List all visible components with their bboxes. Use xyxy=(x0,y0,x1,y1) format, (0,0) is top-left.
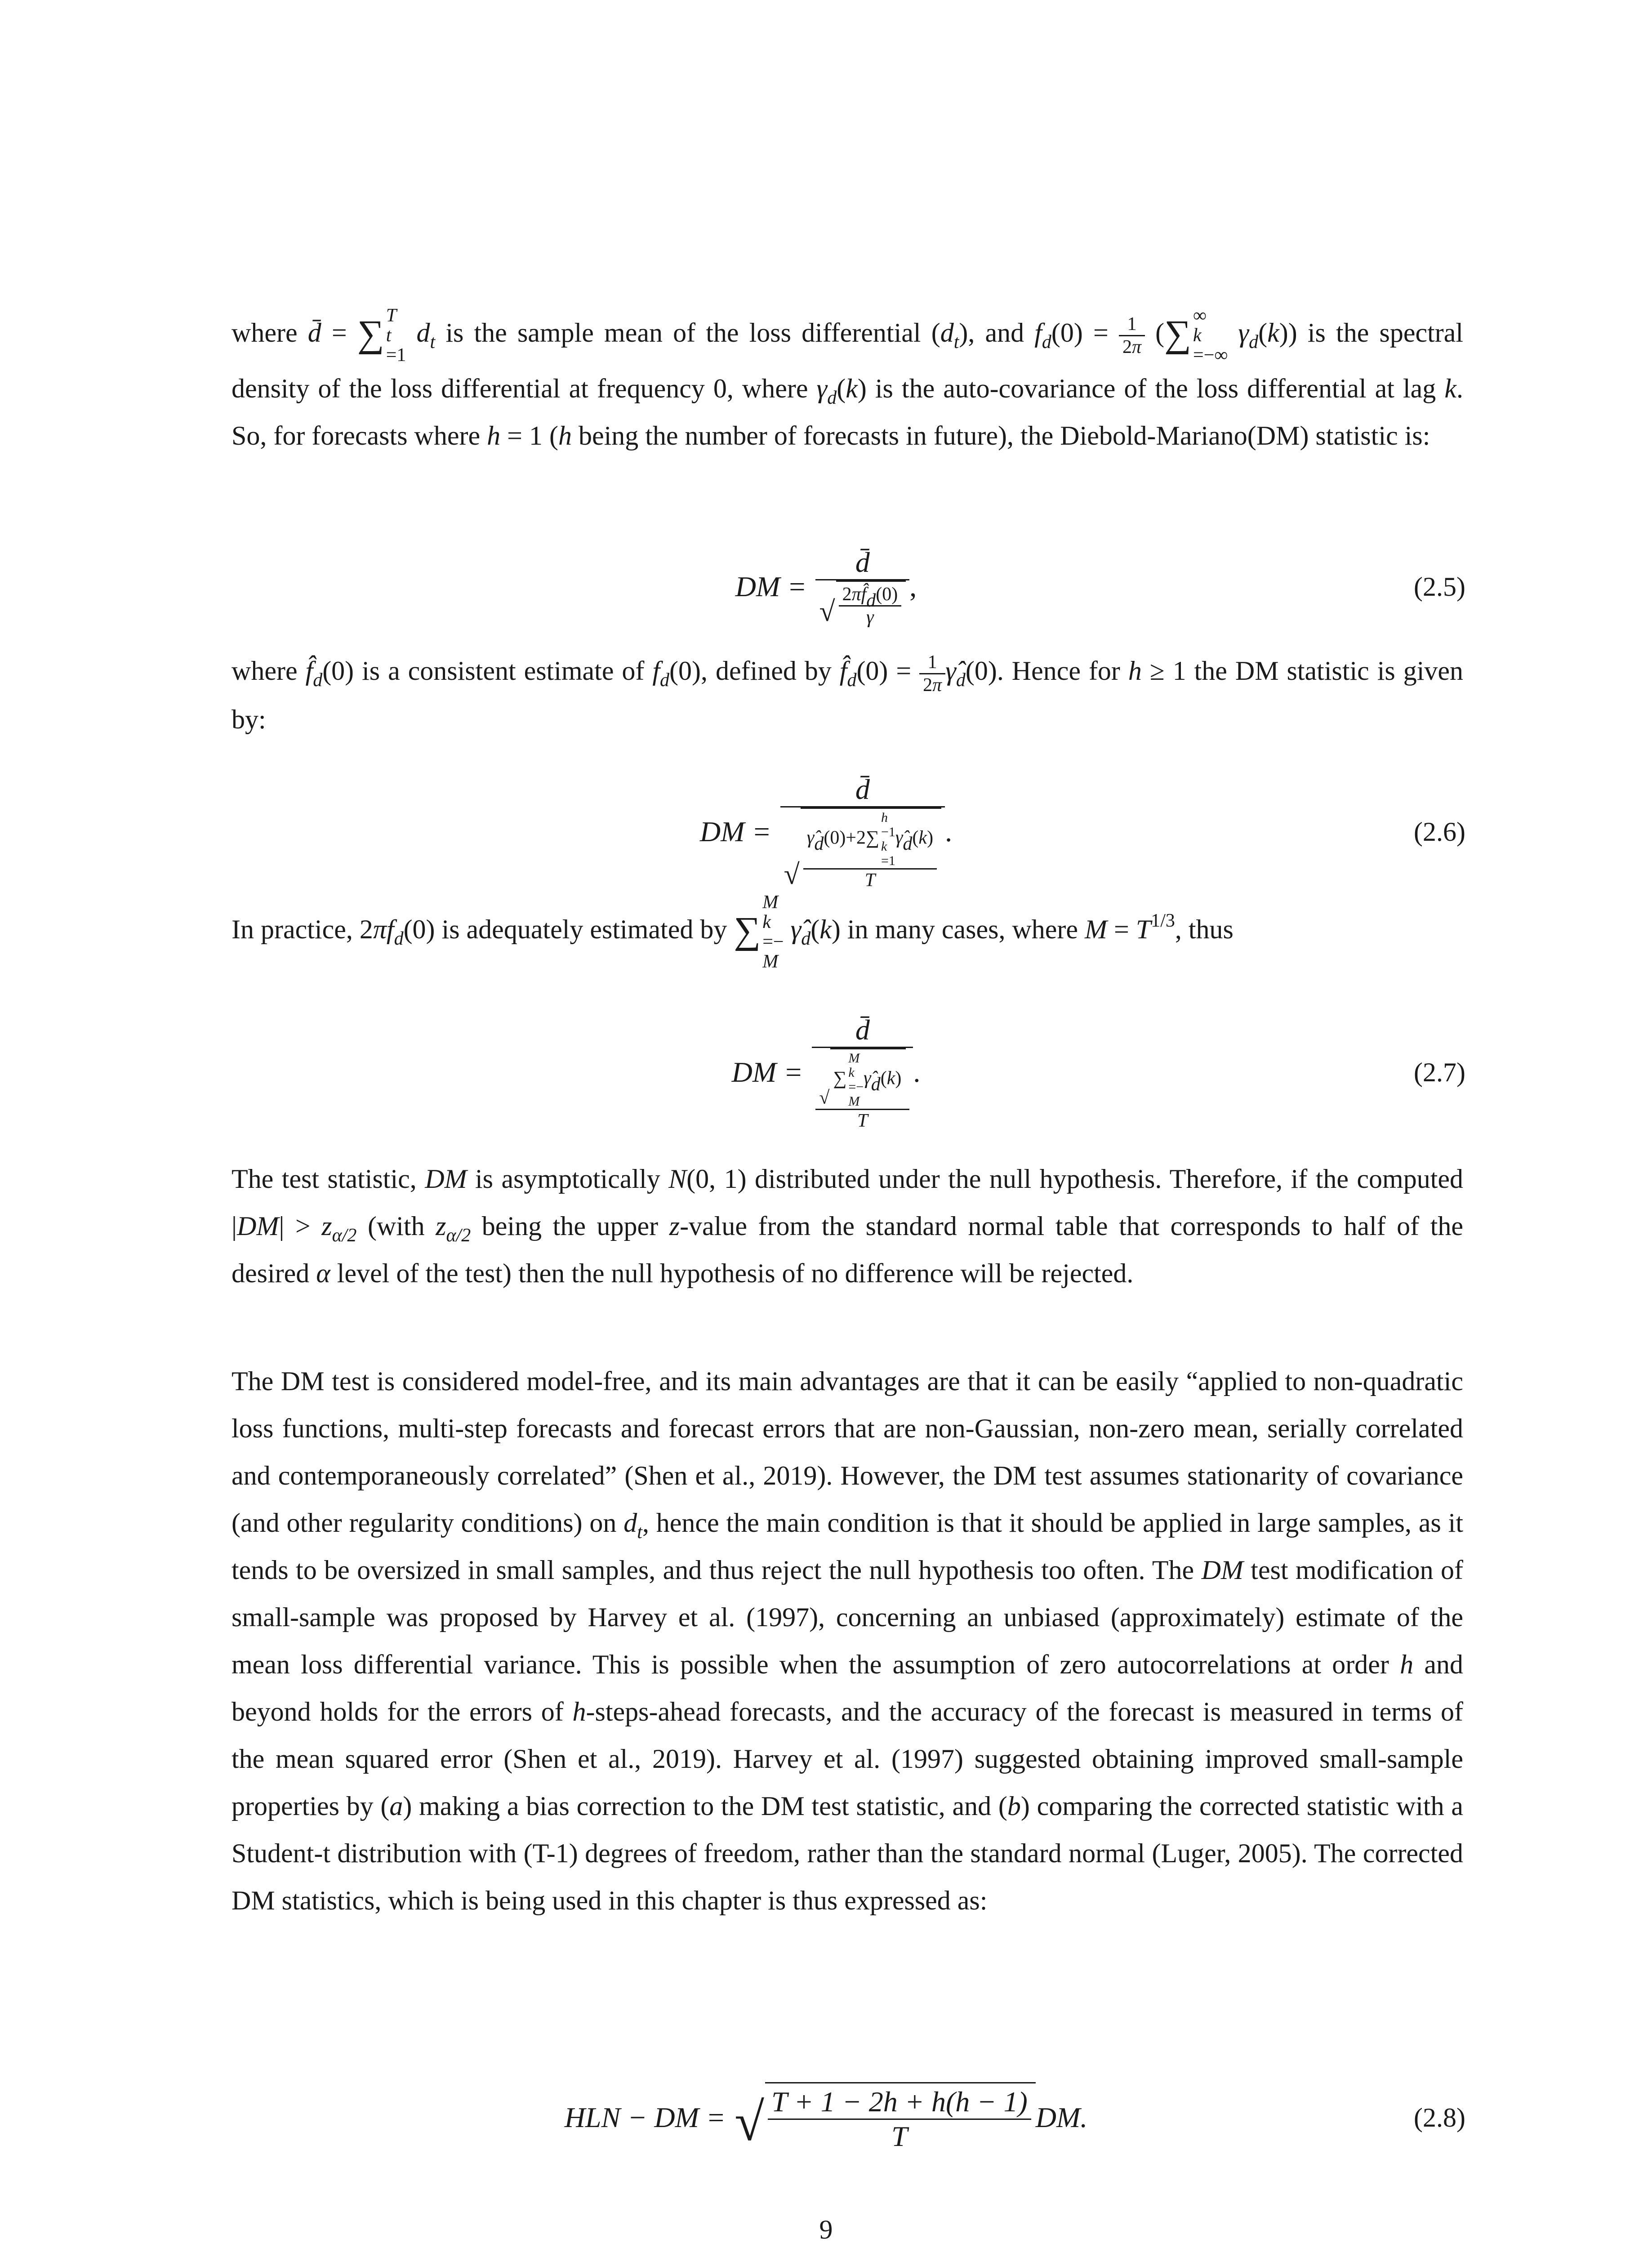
equation-2-6: DM = d̄ √ γ̂d(0)+2∑ h −1 k =1 γ̂d(k) T . (2.6) xyxy=(699,773,1465,891)
page-number: 9 xyxy=(819,2215,833,2244)
paragraph-dm-definition: where d̄ = ∑ T t =1 $d_t$ is the sample mean of the loss differential $(d_t)$, and $f_d(0)$ = $\frac{1}{2\pi}$ (∑ ∞ k =−∞ $\gamma_d(k)$) is the spectral density of the loss differential at frequency 0, where $\gamma_d(k)$ is the auto-covariance of the loss differential at lag k. So, for forecasts where h = 1 (h being the number of forecasts in future), the Diebold-Mariano(DM) statistic is: xyxy=(232,305,1464,450)
equation-2-5: DM = d̄ √ $\frac{2\pi f̂d(0)}{\gamma}$ , (2.5) xyxy=(735,546,1465,628)
equation-2-8: HLN − DM = √ $\frac{T + 1 - 2h + h(h - 1)}{T}$ DM. (2.8) xyxy=(0,2066,1652,2169)
paragraph-dm-test-modification: The DM test is considered model-free, and its main advantages are that it can be easily “applied to non-quadratic loss functions, multi-step forecasts and forecast errors that are non-Gaussian, non-zero mean, serially correlated and contemporaneously correlated” (Shen et al., 2019). However, the DM test assumes stationarity of covariance (and other regularity conditions) on $d_t$, hence the main condition is that it should be applied in large samples, as it tends to be oversized in small samples, and thus reject the null hypothesis too often. The DM test modification of small-sample was proposed by Harvey et al. (1997), concerning an unbiased (approximately) estimate of the mean loss differential variance. This is possible when the assumption of zero autocorrelations at order h and beyond holds for the errors of h-steps-ahead forecasts, and the accuracy of the forecast is measured in terms of the mean squared error (Shen et al., 2019). Harvey et al. (1997) suggested obtaining improved small-sample properties by (a) making a bias correction to the DM test statistic, and (b) comparing the corrected statistic with a Student-t distribution with (T-1) degrees of freedom, rather than the standard normal (Luger, 2005). The corrected DM statistics, which is being used in this chapter is thus expressed as: xyxy=(232,1366,1463,1915)
equation-number: (2.6) xyxy=(1414,816,1465,847)
equation-number: (2.7) xyxy=(1414,1057,1465,1087)
paragraph-test-statistic: The test statistic, DM is asymptotically N(0, 1) distributed under the null hypothesis. Therefore, if the computed $|DM| > z_{\alpha/2}$ (with $z_{\alpha/2}$ being the upper z-value from the standard normal table that corresponds to half of the desired α level of the test) then the null hypothesis of no difference will be rejected. xyxy=(232,1164,1464,1288)
paragraph-in-practice: In practice, $2\pi f_d(0)$ is adequately estimated by ∑ M k =− M $\gammâ_d(k)$ in many cases, where $M = T^{1/3}$, thus xyxy=(232,892,1233,972)
equation-2-7: DM = d̄ √ ∑ M k =− M γ̂d(k) T . (2.7) xyxy=(731,1013,1465,1131)
equation-number: (2.8) xyxy=(1414,2102,1465,2132)
paragraph-consistent-estimate: where $f̂_d(0)$ is a consistent estimate of $f_d(0)$, defined by $f̂_d(0)$ = $\frac{1}{2\pi}$ $\gammâ_d(0)$. Hence for h ≥ 1 the DM statistic is given by: xyxy=(232,651,1464,734)
equation-number: (2.5) xyxy=(1414,571,1465,602)
